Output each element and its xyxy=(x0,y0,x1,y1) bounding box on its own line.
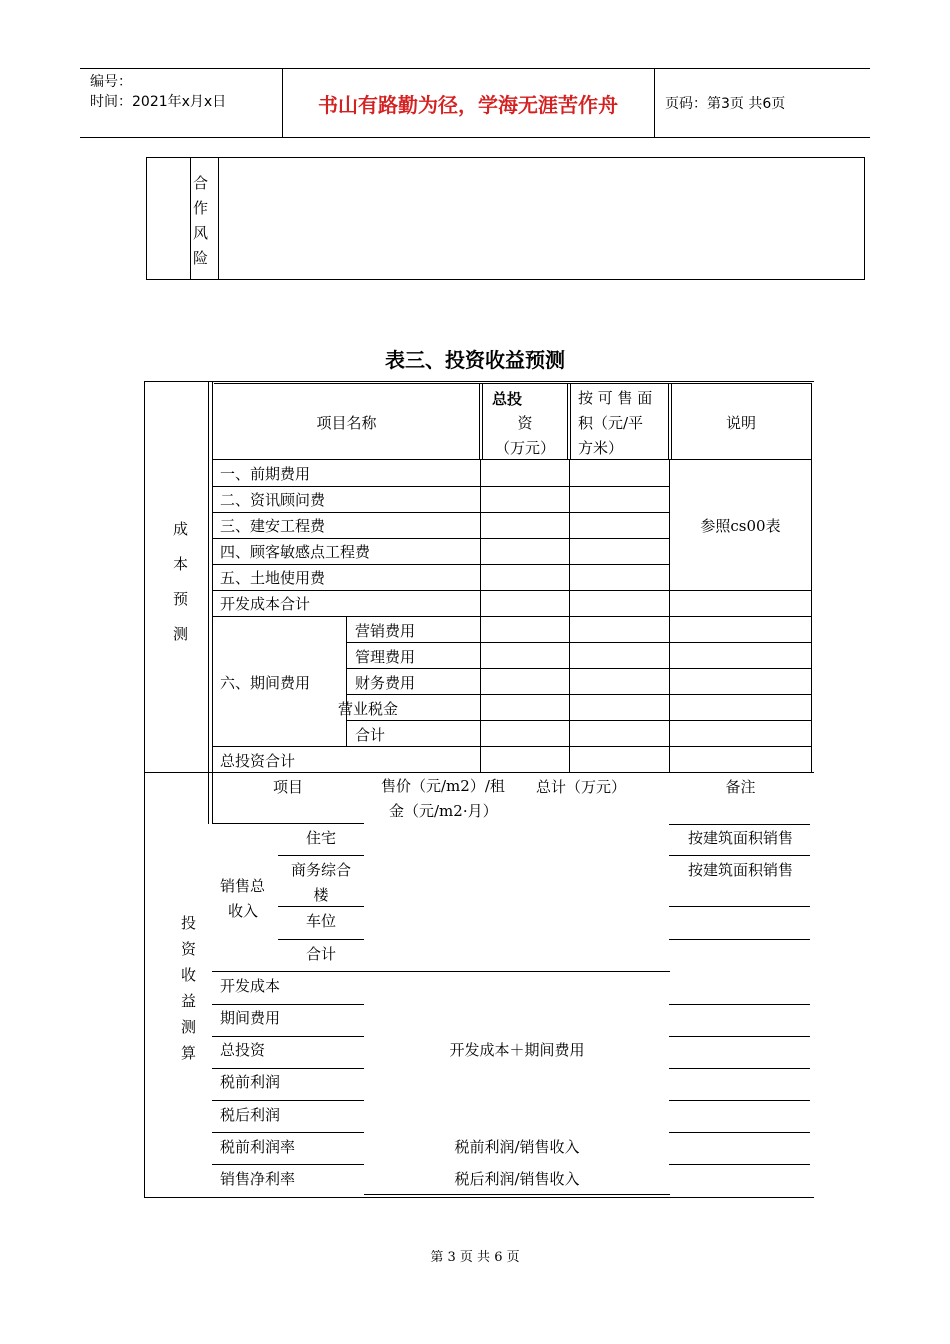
profit-row-4: 税前利润 xyxy=(220,1073,281,1091)
header-invest-c: （万元） xyxy=(494,439,555,457)
sales-label-a: 销售总 xyxy=(220,877,266,895)
cost-row-2: 二、资讯顾问费 xyxy=(220,491,326,509)
header-page-info: 页码：第3页 共6页 xyxy=(665,96,786,112)
page-footer: 第 3 页 共 6 页 xyxy=(430,1250,520,1265)
calc-section-label-2: 资 xyxy=(181,940,197,958)
sales-label-b: 收入 xyxy=(228,902,259,920)
cost-row-5: 五、土地使用费 xyxy=(220,569,326,587)
cost-section-label-3: 预 xyxy=(173,590,189,608)
sales-row-commercial-b: 楼 xyxy=(313,886,329,904)
calc-section-label-6: 算 xyxy=(181,1044,197,1062)
header-area-c: 方米） xyxy=(578,439,624,457)
formula-pretax-rate: 税前利润/销售收入 xyxy=(454,1138,580,1156)
cost-section-label-1: 成 xyxy=(173,520,189,538)
profit-row-1: 开发成本 xyxy=(220,977,281,995)
cost-note: 参照cs00表 xyxy=(700,517,781,535)
cost-row-1: 一、前期费用 xyxy=(220,465,311,483)
cost-row-3: 三、建安工程费 xyxy=(220,517,326,535)
header-invest-b: 资 xyxy=(517,414,533,432)
formula-total-invest: 开发成本＋期间费用 xyxy=(449,1041,585,1059)
cost-section-label-2: 本 xyxy=(173,555,189,573)
sales-remark-2: 按建筑面积销售 xyxy=(687,861,793,879)
time-label: 时间：2021年x月x日 xyxy=(90,94,227,110)
profit-row-3: 总投资 xyxy=(220,1041,266,1059)
header-note: 说明 xyxy=(725,414,756,432)
profit-row-2: 期间费用 xyxy=(220,1009,281,1027)
period-row-5: 合计 xyxy=(355,726,386,744)
calc-section-label-3: 收 xyxy=(181,966,197,984)
sales-remark-1: 按建筑面积销售 xyxy=(687,829,793,847)
cost-row-6: 开发成本合计 xyxy=(220,595,311,613)
sales-row-residential: 住宅 xyxy=(305,829,336,847)
risk-label-2: 作 xyxy=(193,199,209,217)
risk-label-1: 合 xyxy=(193,174,209,192)
total-invest-row: 总投资合计 xyxy=(220,752,296,770)
sales-row-commercial-a: 商务综合 xyxy=(290,861,351,879)
formula-net-rate: 税后利润/销售收入 xyxy=(454,1170,580,1188)
sales-row-parking: 车位 xyxy=(305,912,336,930)
number-label: 编号： xyxy=(90,74,132,90)
cost-section-label-4: 测 xyxy=(173,625,189,643)
table3-title: 表三、投资收益预测 xyxy=(385,348,565,372)
calc-header-total: 总计（万元） xyxy=(536,778,627,796)
page-header xyxy=(80,68,870,138)
calc-header-remark: 备注 xyxy=(725,778,756,796)
calc-section-label-5: 测 xyxy=(181,1018,197,1036)
header-motto: 书山有路勤为径，学海无涯苦作舟 xyxy=(282,69,655,137)
calc-section-label-1: 投 xyxy=(181,914,197,932)
risk-label-4: 险 xyxy=(193,249,209,267)
header-invest-a: 总投 xyxy=(492,390,523,408)
profit-row-6: 税前利润率 xyxy=(220,1138,296,1156)
profit-row-5: 税后利润 xyxy=(220,1106,281,1124)
period-row-1: 营销费用 xyxy=(355,622,416,640)
period-row-2: 管理费用 xyxy=(355,648,416,666)
header-item-name: 项目名称 xyxy=(316,414,377,432)
header-info xyxy=(80,69,283,137)
period-row-3: 财务费用 xyxy=(355,674,416,692)
cost-row-4: 四、顾客敏感点工程费 xyxy=(220,543,371,561)
sales-row-subtotal: 合计 xyxy=(305,945,336,963)
profit-row-7: 销售净利率 xyxy=(220,1170,296,1188)
header-area-b: 积（元/平 xyxy=(578,414,644,432)
header-area-a: 按 可 售 面 xyxy=(578,389,653,407)
risk-label-3: 风 xyxy=(193,224,209,242)
period-row-4: 营业税金 xyxy=(338,700,399,718)
calc-header-price-a: 售价（元/m2）/租 xyxy=(381,777,505,795)
calc-section-label-4: 益 xyxy=(181,992,197,1010)
period-label: 六、期间费用 xyxy=(220,674,311,692)
calc-header-price-b: 金（元/m2·月） xyxy=(389,802,498,820)
calc-header-item: 项目 xyxy=(272,778,303,796)
